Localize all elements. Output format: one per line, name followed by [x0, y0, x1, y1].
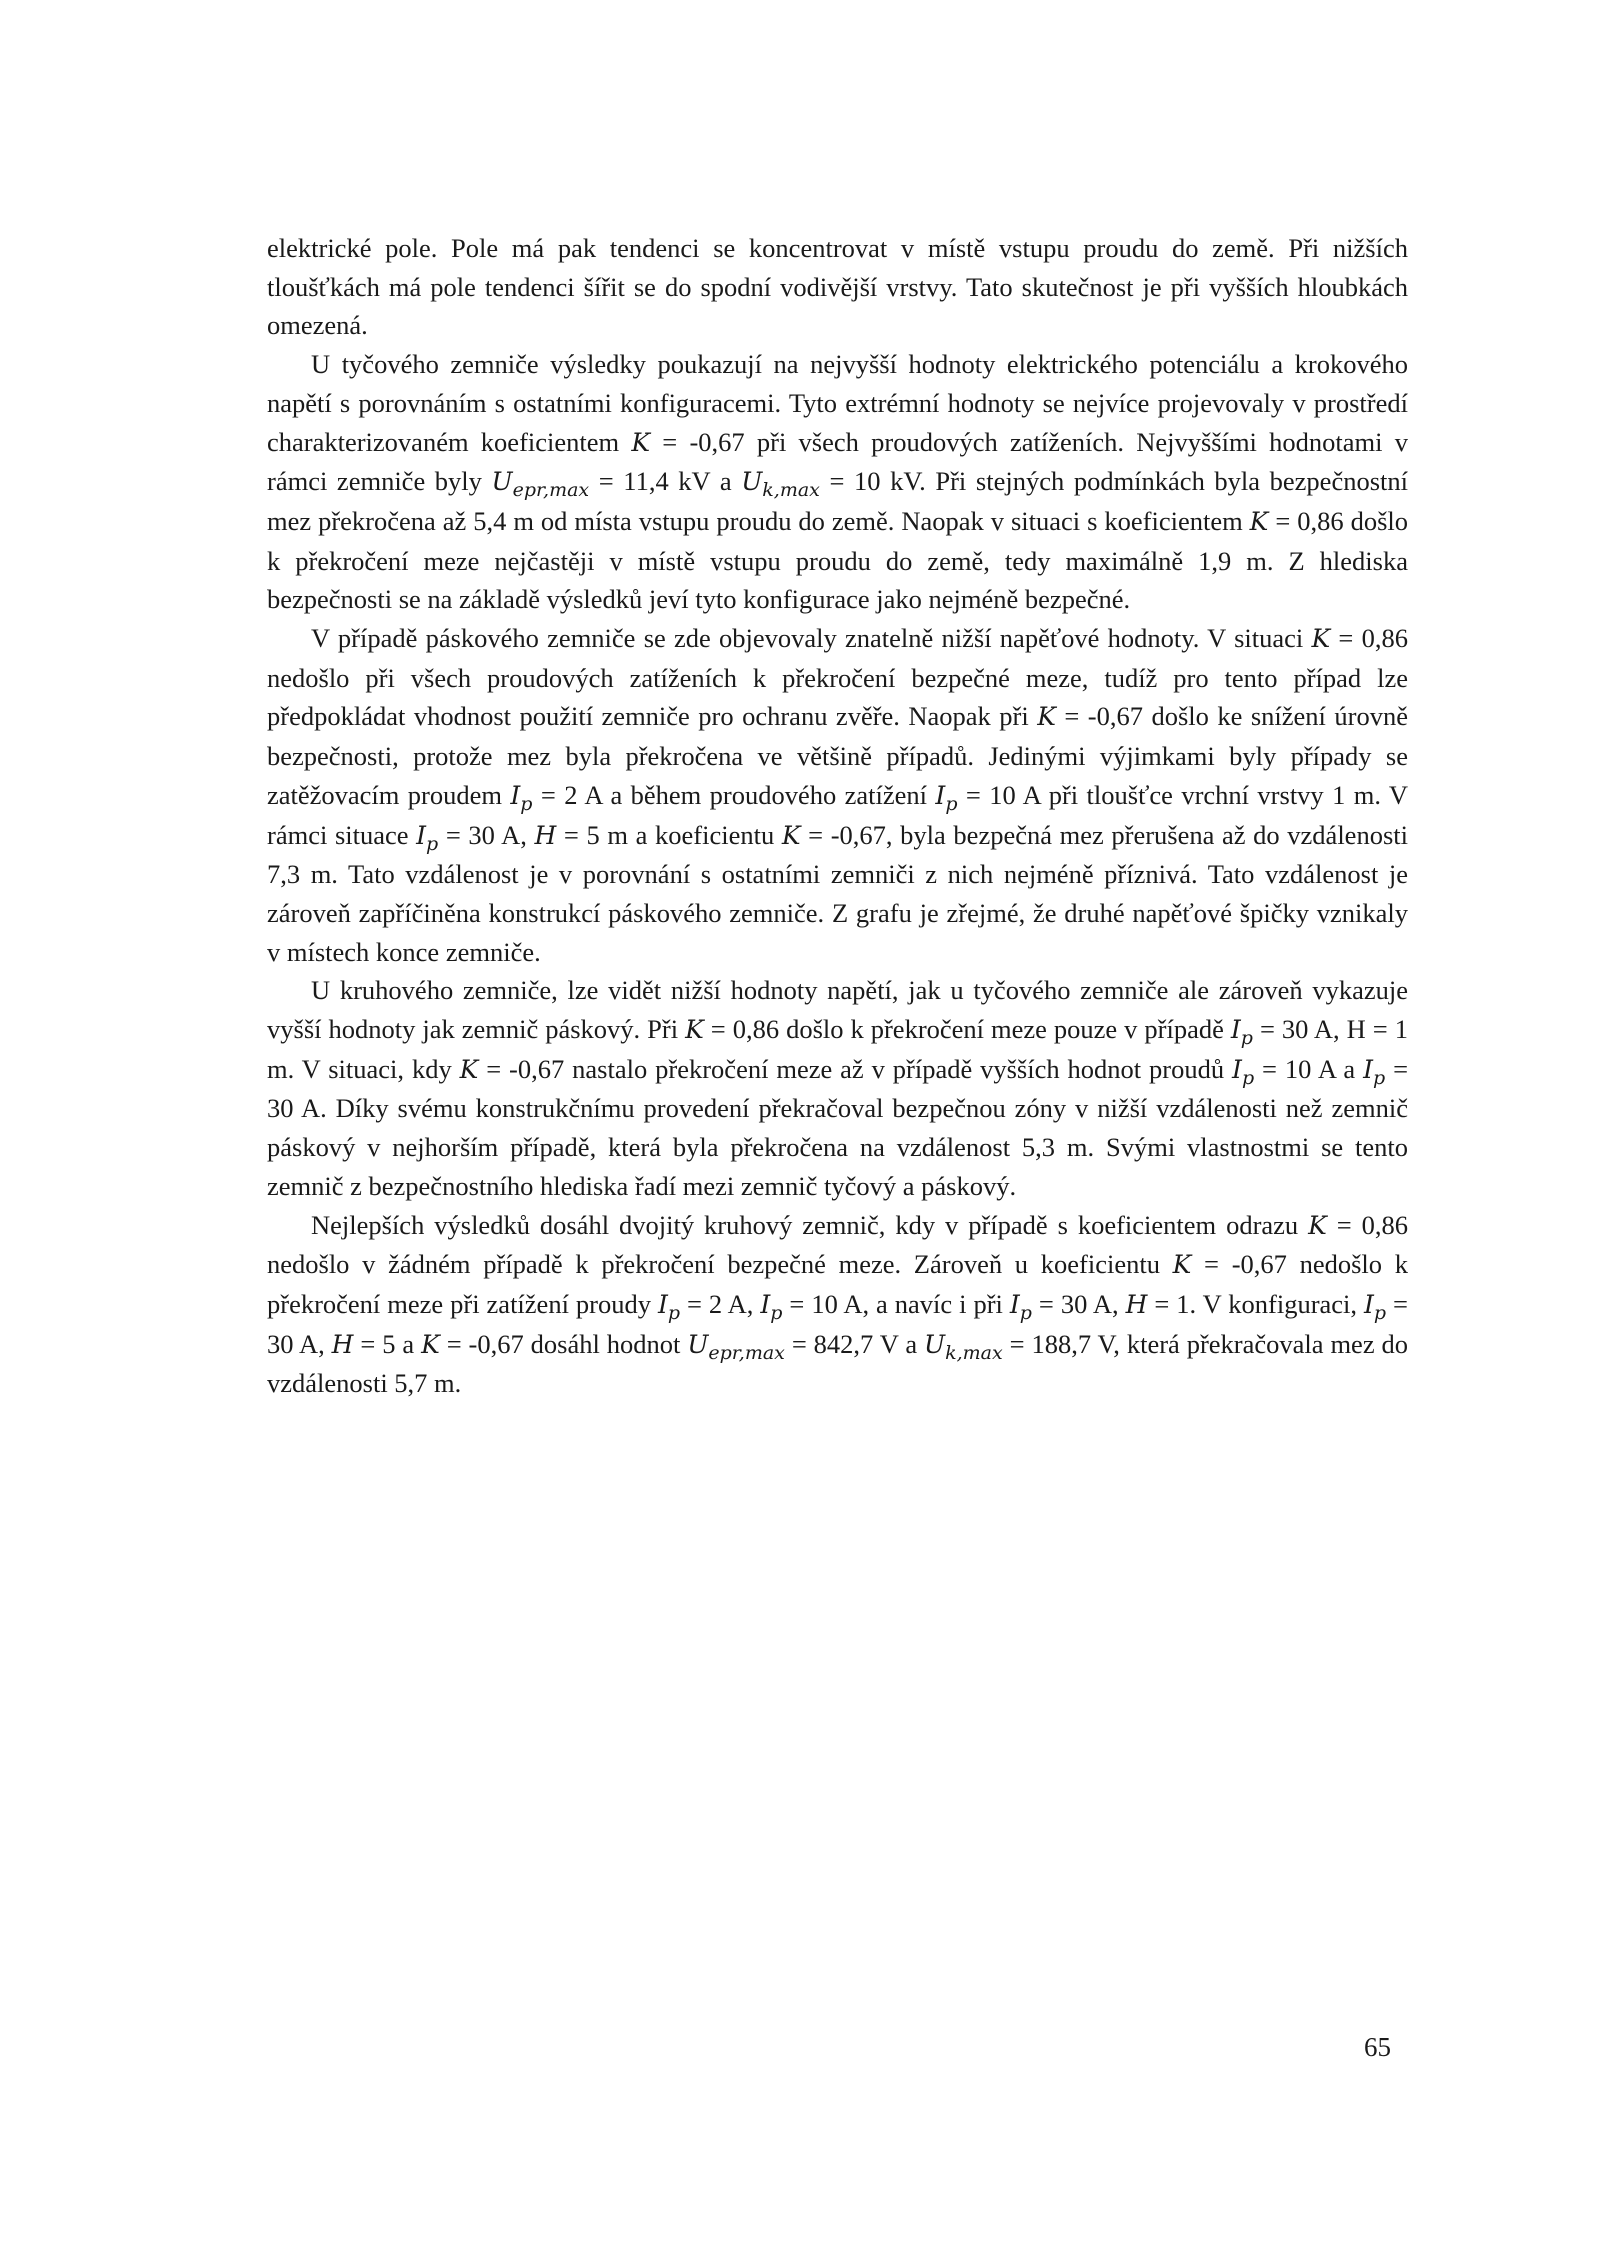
math-subscript: p: [1240, 1027, 1253, 1050]
paragraph-text: = 30 A,: [267, 1288, 1408, 1359]
paragraph: [267, 1206, 1408, 1404]
math-symbol-base: H: [1125, 1289, 1148, 1319]
paragraph: [267, 229, 1408, 345]
paragraph-text: = 0,86 došlo k překročení meze pouze v případě: [703, 1014, 1231, 1045]
math-symbol: [631, 428, 650, 457]
paragraph-text: = 5 a: [353, 1328, 422, 1359]
math-subscript: p: [667, 1301, 680, 1324]
math-symbol-base: K: [685, 1015, 704, 1045]
paragraph-text: = 10 kV. Při stejných podmínkách byla bezpečnostní mez překročena až 5,4 m od místa vstupu proudu do země. Naopak v situaci s koeficientem: [267, 466, 1408, 536]
math-symbol-base: I: [1232, 1054, 1242, 1084]
paragraph-text: = 842,7 V a: [784, 1328, 925, 1359]
paragraph-text: = 0,86 došlo k překročení meze nejčastěji v místě vstupu proudu do země, tedy maximálně 1,9 m. Z hlediska bezpečnosti se na základě výsledků jeví tyto konfigurace jako nejméně bezpečné.: [267, 505, 1408, 615]
paragraph-text: = 2 A,: [680, 1288, 761, 1319]
paragraph-text: = 1. V konfiguraci,: [1147, 1288, 1365, 1319]
math-symbol-base: H: [534, 820, 557, 850]
math-subscript: epr,max: [512, 479, 590, 502]
page-number: 65: [1364, 2032, 1391, 2062]
paragraph-text: = 10 A, a navíc i při: [782, 1288, 1010, 1319]
paragraph: [267, 971, 1408, 1205]
paragraph-text: = 30 A, H = 1 m. V situaci, kdy: [267, 1014, 1408, 1084]
math-symbol: [416, 820, 439, 855]
math-symbol: [1364, 1289, 1387, 1324]
paragraph-text: = 10 A při tloušťce vrchní vrstvy 1 m. V rámci situace: [267, 779, 1409, 850]
math-symbol-base: I: [1230, 1015, 1241, 1045]
math-symbol-base: K: [1172, 1250, 1192, 1280]
paragraph-text: = 30 A,: [1031, 1288, 1126, 1319]
math-symbol-base: I: [510, 780, 521, 810]
math-symbol: [1126, 1290, 1148, 1319]
document-body: [267, 229, 1408, 1403]
math-subscript: epr,max: [708, 1341, 785, 1364]
paragraph-text: = 30 A. Díky svému konstrukčnímu provedení překračoval bezpečnou zóny v nižší vzdálenosti než zemnič páskový v nejhorším případě, která byla překročena na vzdálenost 5,3 m. Svými vlastnostmi se tento zemnič z bezpečnostního hlediska řadí mezi zemnič tyčový a páskový.: [267, 1053, 1409, 1201]
paragraph-text: = 2 A a během proudového zatížení: [532, 779, 936, 810]
math-symbol-base: U: [491, 467, 513, 497]
math-symbol: [1173, 1250, 1192, 1279]
math-subscript: k,max: [945, 1341, 1003, 1364]
math-symbol: [687, 1329, 785, 1364]
math-symbol: [685, 1015, 704, 1044]
math-symbol-base: I: [416, 820, 427, 850]
math-symbol-base: H: [331, 1329, 354, 1359]
math-symbol-base: I: [935, 780, 946, 810]
math-symbol-base: K: [459, 1054, 479, 1084]
math-symbol: [760, 1289, 783, 1324]
paragraph-text: = 0,86 nedošlo v žádném případě k překročení bezpečné meze. Zároveň u koeficientu: [267, 1209, 1408, 1280]
paragraph: [267, 619, 1408, 971]
math-subscript: k,max: [762, 479, 820, 502]
math-symbol-base: U: [687, 1329, 709, 1359]
math-subscript: p: [945, 792, 958, 815]
math-symbol: [1009, 1289, 1032, 1324]
paragraph-text: U kruhového zemniče, lze vidět nižší hodnoty napětí, jak u tyčového zemniče ale zároveň vykazuje vyšší hodnoty jak zemnič páskový. Při: [267, 975, 1408, 1045]
math-symbol-base: I: [1364, 1289, 1374, 1319]
math-symbol-base: K: [421, 1329, 440, 1359]
math-subscript: p: [520, 792, 533, 815]
paragraph-text: = -0,67 nedošlo k překročení meze při zatížení proudy: [267, 1249, 1408, 1319]
math-subscript: p: [1019, 1301, 1032, 1324]
paragraph-text: = 0,86 nedošlo při všech proudových zatíženích k překročení bezpečné meze, tudíž pro tento případ lze předpokládat vhodnost použití zemniče pro ochranu zvěře. Naopak při: [267, 623, 1408, 732]
math-symbol: [534, 821, 556, 850]
math-subscript: p: [1241, 1066, 1255, 1089]
paragraph-text: = 188,7 V, která překračovala mez do vzdálenosti 5,7 m.: [267, 1328, 1408, 1399]
math-subscript: p: [1373, 1301, 1387, 1324]
math-symbol-base: I: [657, 1289, 668, 1319]
paragraph-text: = 30 A,: [438, 819, 535, 850]
paragraph-text: = 11,4 kV a: [589, 466, 742, 497]
paragraph-text: = -0,67 při všech proudových zatíženích. Nejvyššími hodnotami v rámci zemniče byly: [267, 426, 1408, 497]
math-symbol-base: I: [760, 1289, 771, 1319]
paragraph-text: = -0,67 došlo ke snížení úrovně bezpečnosti, protože mez byla překročena ve většině případů. Jedinými výjimkami byly případy se zatěžovacím proudem: [267, 701, 1408, 810]
paragraph-text: = 5 m a koeficientu: [556, 819, 782, 850]
math-symbol: [421, 1330, 440, 1359]
math-symbol: [935, 780, 958, 815]
math-symbol: [1230, 1015, 1253, 1050]
math-symbol-base: K: [1311, 624, 1331, 654]
paragraph-text: = -0,67, byla bezpečná mez přerušena až do vzdálenosti 7,3 m. Tato vzdálenost je v porovnání s ostatními zemniči z nich nejméně příznivá. Tato vzdálenost je zároveň zapříčiněna konstrukcí páskového zemniče. Z grafu je zřejmé, že druhé napěťové špičky vznikaly v místech konce zemniče.: [267, 819, 1408, 967]
math-subscript: p: [1372, 1066, 1386, 1089]
math-subscript: p: [426, 832, 439, 855]
math-symbol: [1363, 1054, 1386, 1089]
math-symbol-base: K: [781, 820, 801, 850]
paragraph-text: elektrické pole. Pole má pak tendenci se koncentrovat v místě vstupu proudu do země. Při nižších tloušťkách má pole tendenci šířit se do spodní vodivější vrstvy. Tato skutečnost je při vyšších hloubkách omezená.: [267, 233, 1408, 341]
paragraph-text: = -0,67 nastalo překročení meze až v případě vyšších hodnot proudů: [478, 1053, 1233, 1084]
math-symbol: [1232, 1054, 1255, 1089]
math-symbol: [1250, 507, 1269, 536]
math-symbol: [1308, 1211, 1327, 1240]
math-symbol: [657, 1289, 680, 1324]
paragraph: [267, 345, 1408, 619]
math-symbol: [332, 1330, 354, 1359]
math-symbol-base: K: [1308, 1210, 1327, 1240]
paragraph-text: V případě páskového zemniče se zde objevovaly znatelně nižší napěťové hodnoty. V situaci: [311, 623, 1312, 654]
paragraph-text: U tyčového zemniče výsledky poukazují na nejvyšší hodnoty elektrického potenciálu a krokového napětí s porovnáním s ostatními konfiguracemi. Tyto extrémní hodnoty se nejvíce projevovaly v prostředí charakterizovaném koeficientem: [267, 349, 1408, 457]
paragraph-text: = -0,67 dosáhl hodnot: [439, 1328, 688, 1359]
math-symbol-base: U: [924, 1329, 946, 1359]
math-symbol-base: I: [1363, 1054, 1373, 1084]
math-subscript: p: [770, 1301, 783, 1324]
paragraph-text: Nejlepších výsledků dosáhl dvojitý kruhový zemnič, kdy v případě s koeficientem odrazu: [311, 1209, 1309, 1240]
math-symbol-base: U: [741, 467, 763, 497]
math-symbol: [782, 821, 801, 850]
math-symbol: [741, 467, 820, 502]
math-symbol-base: K: [1249, 506, 1269, 536]
math-symbol: [1312, 624, 1331, 653]
math-symbol: [510, 780, 533, 815]
math-symbol-base: I: [1009, 1289, 1020, 1319]
math-symbol: [924, 1329, 1003, 1364]
math-symbol: [1037, 702, 1056, 731]
math-symbol-base: K: [631, 427, 651, 457]
math-symbol: [491, 467, 590, 502]
paragraph-text: = 10 A a: [1254, 1053, 1364, 1084]
math-symbol: [460, 1055, 479, 1084]
math-symbol-base: K: [1037, 702, 1056, 732]
